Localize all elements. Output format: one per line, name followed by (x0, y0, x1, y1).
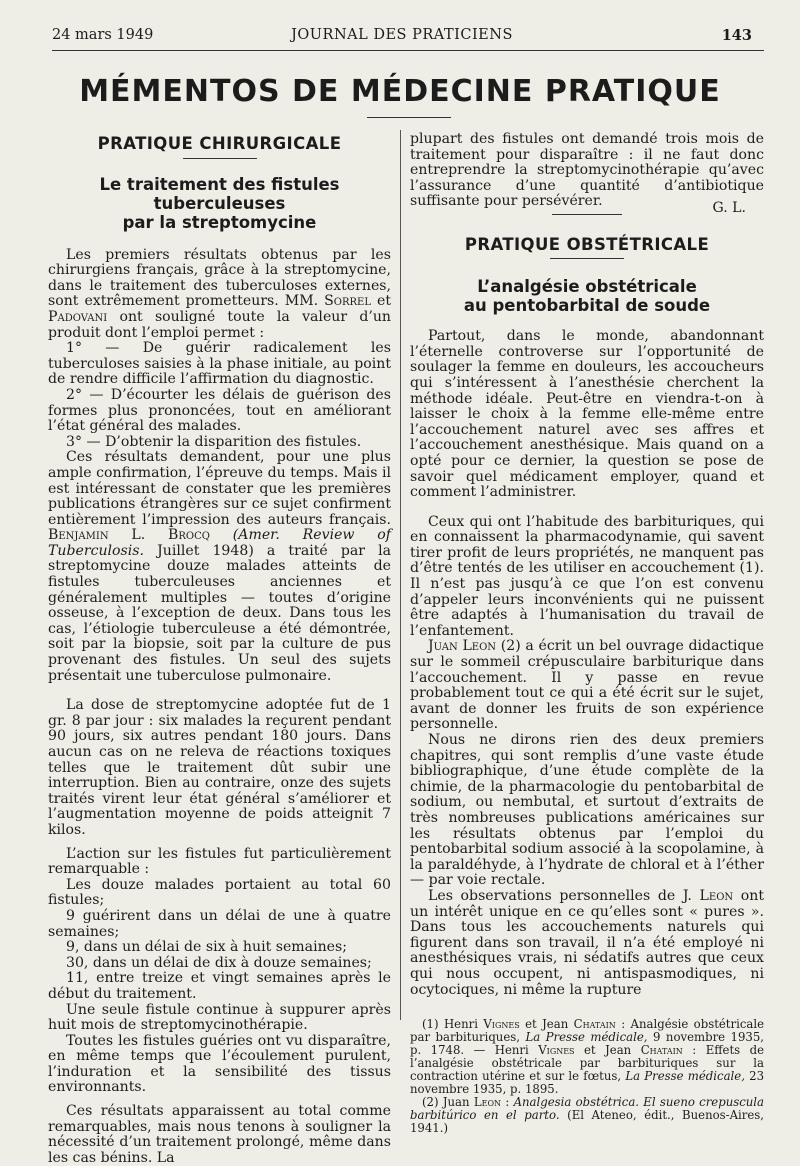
author-name: Chatain (640, 1043, 683, 1058)
paragraph: Ceux qui ont l’habitude des barbituriques, qui en connaissent la pharmacodynamie, qui savent tirer profit de leurs propriétés, ne manquent pas d’être tentés de les utiliser en accouchement (1). Il n’est pas jusqu’à ce que l’on est convenu d’appeler leurs inconvénients qui ne puissent être adaptés à l’humanisation du travail de l’enfantement. (410, 513, 764, 639)
book-title: Analgesia obstétrica. El sueno crepuscula barbitúrico en el parto. (410, 1095, 765, 1123)
author-name: Sorrel (324, 293, 371, 310)
text: ont souligné toute la valeur d’un produit dont l’emploi permet : (48, 308, 391, 341)
list-item: 9, dans un délai de six à huit semaines; (66, 939, 347, 956)
text: 9 novembre 1935, p. 1748. — Henri (410, 1030, 765, 1058)
author-name: Vignes (538, 1043, 575, 1058)
section-rule (183, 158, 257, 159)
text: : Effets de l’analgésie obstétricale par barbituriques sur la contraction utérine et sur le fœtus, (410, 1043, 765, 1084)
author-signature: G. L. (712, 199, 746, 216)
section-heading-surgery: PRATIQUE CHIRURGICALE (97, 134, 342, 153)
paragraph: Nous ne dirons rien des deux premiers chapitres, qui sont remplis d’une vaste étude bibliographique, d’une étude complète de la chimie, de la pharmacologie du pentobarbital de sodium, ou nembutal, et surtout d’extraits de très nombreuses publications américaines sur les résultats obtenus par l’emploi du pentobarbital sodium associé à la scopolamine, à la paraldéhyde, à l’hydrate de chloral et à l’éther — par voie rectale. (410, 732, 764, 889)
list-item: 30, dans un délai de dix à douze semaines; (66, 954, 372, 971)
author-name: Juan Leon (428, 638, 497, 655)
journal-reference: (Amer. Review of Tuberculosis. (48, 527, 391, 559)
journal-reference: La Presse médicale, (525, 1030, 648, 1045)
article-title-fistulas (48, 175, 391, 232)
title-rule (367, 117, 451, 118)
footnote-2 (410, 1096, 764, 1135)
list-item: 11, entre treize et vingt semaines après le début du traitement. (48, 970, 391, 1002)
section-rule (550, 258, 624, 259)
column-divider (400, 130, 401, 1020)
text: et (376, 293, 391, 310)
text: Juillet 1948) a traité par la streptomycine douze malades atteints de fistules tuberculeuses anciennes et généralement multiples — toutes d’origine osseuse, à l’exception de deux. Dans tous les cas, l’étiologie tuberculeuse a été démontrée, soit par la biopsie, soit par la culture de pus provenant des fistules. Un seul des sujets présentait une tuberculose pulmonaire. (48, 542, 392, 684)
issue-date: 24 mars 1949 (52, 27, 154, 43)
article-title-line: L’analgésie obstétricale (477, 277, 697, 297)
text: : (505, 1095, 510, 1110)
paragraph: Partout, dans le monde, abandonnant l’éternelle controverse sur l’opportunité de soulager la femme en douleurs, les accoucheurs qui s’intéressent à l’anesthésie cherchent la méthode idéale. Peut-être en viendra-t-on à laisser le choix à la femme elle-même entre l’accouchement naturel avec ses affres et l’accouchement anesthésique. Mais quand on a opté pour ce dernier, la question se pose de savoir quel médicament employer, quand et comment l’administrer. (410, 328, 764, 501)
text: Les premiers résultats obtenus par les chirurgiens français, grâce à la streptomycine, dans le traitement des tuberculoses externes, sont extrêmement prometteurs. MM. (48, 246, 391, 310)
text: : Analgésie obstétricale par barbituriques, (410, 1017, 765, 1045)
list-item: 9 guérirent dans un délai de une à quatre semaines; (48, 907, 391, 940)
header-rule (52, 50, 764, 51)
left-column (48, 136, 391, 1166)
author-name: Padovani (48, 308, 108, 325)
paragraph-continuation: plupart des fistules ont demandé trois mois de traitement pour disparaître : il ne faut donc entreprendre la streptomycinothérapie qu’avec l’assurance d’une quantité d’antibiotique suffisante pour persévérer. (410, 131, 764, 210)
author-name: J. Leon (682, 887, 734, 904)
paragraph: Toutes les fistules guéries ont vu disparaître, en même temps que l’écoulement purulent, l’induration et la sensibilité des tissus environnants. (48, 1032, 391, 1096)
article-title-analgesia (410, 277, 764, 315)
footnotes (410, 1018, 764, 1135)
list-item: 3° — D’obtenir la disparition des fistules. (66, 433, 362, 450)
text: et Jean (525, 1017, 569, 1032)
journal-reference: La Presse médicale, (625, 1069, 745, 1084)
paragraph: La dose de streptomycine adoptée fut de 1 gr. 8 par jour : six malades la reçurent pendant 90 jours, six autres pendant 180 jours. Dans aucun cas on ne releva de réactions toxiques telles que le traitement dût subir une interruption. Bien au contraire, onze des sujets traités virent leur état général s’améliorer et l’augmentation moyenne de poids atteignit 7 kilos. (48, 697, 391, 838)
footnote-1 (410, 1018, 764, 1096)
list-item: 1° — De guérir radicalement les tuberculoses saisies à la phase initiale, au point de rendre difficile l’affirmation du diagnostic. (48, 340, 391, 388)
article-title-line: Le traitement des fistules tuberculeuses (99, 174, 340, 213)
right-column (410, 132, 764, 1135)
text: Les observations personnelles de (428, 887, 676, 904)
text: ont un intérêt unique en ce qu’elles sont « pures ». Dans tous les accouchements naturels qui figurent dans son travail, il n’a été employé ni anesthésiques vrais, ni sédatifs autres que ceux qui nous occupent, ni antispasmodiques, ni ocytociques, ni même la rupture (410, 887, 765, 998)
text: (1) Henri (422, 1017, 478, 1032)
paragraph: Une seule fistule continue à suppurer après huit mois de streptomycinothérapie. (48, 1001, 391, 1034)
page-title: MÉMENTOS DE MÉDECINE PRATIQUE (79, 74, 721, 109)
paragraph (410, 889, 764, 998)
text: (2) a écrit un bel ouvrage didactique sur le sommeil crépusculaire barbiturique dans l’accouchement. Il y passe en revue probablement tout ce qui a été écrit sur le sujet, avant de donner les fruits de son expérience personnelle. (410, 638, 764, 733)
paragraph: L’action sur les fistules fut particulièrement remarquable : (48, 845, 391, 878)
section-heading-obstetrics: PRATIQUE OBSTÉTRICALE (464, 234, 710, 254)
text: et Jean (584, 1043, 632, 1058)
journal-name: JOURNAL DES PRATICIENS (291, 27, 513, 43)
author-name: Vignes (483, 1017, 520, 1032)
running-header (52, 27, 752, 47)
paragraph (48, 248, 391, 342)
list-item: Les douze malades portaient au total 60 fistules; (48, 876, 391, 909)
text: (El Ateneo, édit., Buenos-Aires, 1941.) (410, 1108, 764, 1136)
paragraph (410, 639, 764, 733)
author-name: Benjamin L. Brocq (48, 527, 210, 544)
author-name: Chatain (573, 1017, 616, 1032)
text: (2) Juan (422, 1095, 470, 1110)
text: Ces résultats demandent, pour une plus ample confirmation, l’épreuve du temps. Mais il est intéressant de constater que les premières publications étrangères sur ce sujet confirment entièrement l’impression des auteurs français. (48, 449, 391, 528)
paragraph (48, 450, 391, 684)
text: 23 novembre 1935, p. 1895. (410, 1069, 765, 1097)
article-title-line: par la streptomycine (122, 212, 317, 232)
article-title-line: au pentobarbital de soude (463, 296, 711, 316)
list-item: 2° — D’écourter les délais de guérison des formes plus prononcées, tout en améliorant l’état général des malades. (48, 386, 391, 435)
page-number: 143 (721, 27, 752, 44)
paragraph: Ces résultats apparaissent au total comme remarquables, mais nous tenons à souligner la nécessité d’un traitement prolongé, même dans les cas bénins. La (48, 1103, 391, 1166)
author-name: Leon (473, 1095, 502, 1110)
